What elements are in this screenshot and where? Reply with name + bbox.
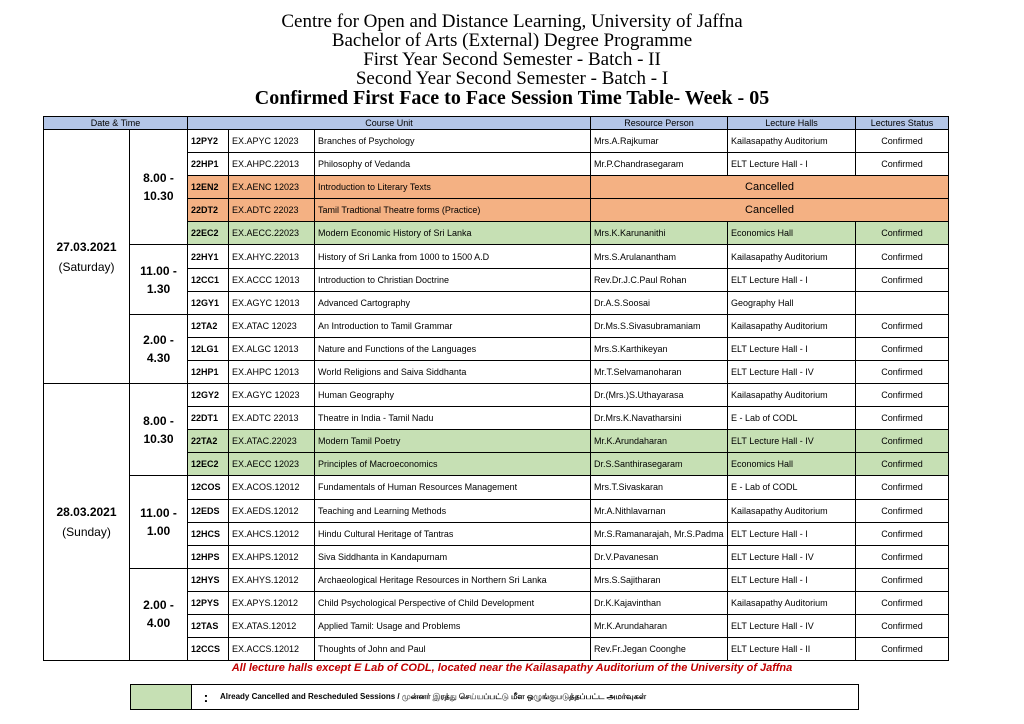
course-code: EX.ADTC 22013 <box>229 407 315 430</box>
batch-line-2: Second Year Second Semester - Batch - I <box>355 68 669 89</box>
lecture-hall: Kailasapathy Auditorium <box>728 245 856 268</box>
course-code: EX.ACCS.12012 <box>229 638 315 661</box>
status-badge: Confirmed <box>856 222 949 245</box>
lecture-hall: ELT Lecture Hall - I <box>728 337 856 360</box>
group-code: 12PY2 <box>188 130 229 153</box>
group-code: 12PYS <box>188 591 229 614</box>
course-unit: Theatre in India - Tamil Nadu <box>315 407 591 430</box>
course-code: EX.AHPC 12013 <box>229 360 315 383</box>
table-row <box>44 314 949 337</box>
group-code: 12HP1 <box>188 360 229 383</box>
resource-person: Dr.V.Pavanesan <box>591 545 728 568</box>
course-code: EX.AEDS.12012 <box>229 499 315 522</box>
col-date-time: Date & Time <box>44 117 188 130</box>
header-row <box>44 117 949 130</box>
course-code: EX.ACOS.12012 <box>229 476 315 499</box>
status-badge: Confirmed <box>856 245 949 268</box>
group-code: 12TA2 <box>188 314 229 337</box>
course-code: EX.AENC 12023 <box>229 176 315 199</box>
course-code: EX.ADTC 22023 <box>229 199 315 222</box>
group-code: 12HYS <box>188 568 229 591</box>
group-code: 22HY1 <box>188 245 229 268</box>
lecture-hall: ELT Lecture Hall - I <box>728 522 856 545</box>
lecture-hall: ELT Lecture Hall - IV <box>728 360 856 383</box>
batch-line-1: First Year Second Semester - Batch - II <box>363 49 661 70</box>
resource-person: Dr.Mrs.K.Navatharsini <box>591 407 728 430</box>
group-code: 12EC2 <box>188 453 229 476</box>
resource-person: Mr.P.Chandrasegaram <box>591 153 728 176</box>
resource-person: Mr.K.Arundaharan <box>591 430 728 453</box>
resource-person: Mrs.S.Sajitharan <box>591 568 728 591</box>
table-row <box>44 476 949 499</box>
status-badge: Confirmed <box>856 314 949 337</box>
date-cell <box>44 130 130 384</box>
lecture-hall: ELT Lecture Hall - I <box>728 268 856 291</box>
document-header <box>0 12 1024 109</box>
group-code: 22DT1 <box>188 407 229 430</box>
programme-title: Bachelor of Arts (External) Degree Programme <box>331 30 693 51</box>
lecture-hall: Economics Hall <box>728 453 856 476</box>
status-badge: Confirmed <box>856 130 949 153</box>
lecture-hall: Kailasapathy Auditorium <box>728 499 856 522</box>
status-badge: Confirmed <box>856 268 949 291</box>
timetable-title: Confirmed First Face to Face Session Time Table- Week - 05 <box>254 87 770 109</box>
resource-person: Mrs.K.Karunanithi <box>591 222 728 245</box>
course-code: EX.AHPS.12012 <box>229 545 315 568</box>
course-code: EX.AHPC.22013 <box>229 153 315 176</box>
course-unit: Advanced Cartography <box>315 291 591 314</box>
course-unit: Branches of Psychology <box>315 130 591 153</box>
course-unit: Principles of Macroeconomics <box>315 453 591 476</box>
course-unit: Philosophy of Vedanda <box>315 153 591 176</box>
status-badge: Confirmed <box>856 360 949 383</box>
course-unit: World Religions and Saiva Siddhanta <box>315 360 591 383</box>
resource-person: Rev.Fr.Jegan Coonghe <box>591 638 728 661</box>
time-slot: 2.00 - 4.00 <box>130 568 188 660</box>
lecture-hall: ELT Lecture Hall - IV <box>728 614 856 637</box>
session-date: 28.03.2021 <box>56 505 117 520</box>
time-slot: 8.00 - 10.30 <box>130 384 188 476</box>
session-date: 27.03.2021 <box>56 239 117 254</box>
lecture-hall: ELT Lecture Hall - I <box>728 153 856 176</box>
group-code: 12CCS <box>188 638 229 661</box>
institution-title: Centre for Open and Distance Learning, University of Jaffna <box>281 11 743 32</box>
course-unit: Archaeological Heritage Resources in Northern Sri Lanka <box>315 568 591 591</box>
course-code: EX.AHYC.22013 <box>229 245 315 268</box>
course-code: EX.AGYC 12013 <box>229 291 315 314</box>
resource-person: Mrs.T.Sivaskaran <box>591 476 728 499</box>
resource-person: Dr.Ms.S.Sivasubramaniam <box>591 314 728 337</box>
resource-person: Mr.T.Selvamanoharan <box>591 360 728 383</box>
course-unit: Modern Economic History of Sri Lanka <box>315 222 591 245</box>
table-row <box>44 130 949 153</box>
group-code: 12CC1 <box>188 268 229 291</box>
course-code: EX.AHYS.12012 <box>229 568 315 591</box>
col-course-unit: Course Unit <box>188 117 591 130</box>
course-unit: Tamil Tradtional Theatre forms (Practice) <box>315 199 591 222</box>
lecture-hall: Kailasapathy Auditorium <box>728 130 856 153</box>
lecture-hall: E - Lab of CODL <box>728 476 856 499</box>
status-badge: Confirmed <box>856 638 949 661</box>
col-lecture-halls: Lecture Halls <box>728 117 856 130</box>
legend-swatch <box>131 685 192 709</box>
time-slot: 11.00 - 1.00 <box>130 476 188 568</box>
course-code: EX.AECC 12023 <box>229 453 315 476</box>
course-unit: An Introduction to Tamil Grammar <box>315 314 591 337</box>
status-badge: Confirmed <box>856 407 949 430</box>
resource-person: Mrs.A.Rajkumar <box>591 130 728 153</box>
status-badge: Confirmed <box>856 430 949 453</box>
course-unit: Modern Tamil Poetry <box>315 430 591 453</box>
resource-person: Rev.Dr.J.C.Paul Rohan <box>591 268 728 291</box>
legend <box>130 684 859 710</box>
group-code: 12GY2 <box>188 384 229 407</box>
group-code: 22DT2 <box>188 199 229 222</box>
lecture-hall: Kailasapathy Auditorium <box>728 314 856 337</box>
group-code: 22EC2 <box>188 222 229 245</box>
group-code: 12HPS <box>188 545 229 568</box>
resource-person: Mr.K.Arundaharan <box>591 614 728 637</box>
group-code: 12EN2 <box>188 176 229 199</box>
legend-text: Already Cancelled and Rescheduled Sessions / முன்னர் இரத்து செய்யப்பட்டு மீள ஒழுங்குபடுத்தப்பட்ட அமர்வுகள் <box>220 692 647 701</box>
session-day: (Saturday) <box>58 259 115 274</box>
group-code: 12GY1 <box>188 291 229 314</box>
col-resource-person: Resource Person <box>591 117 728 130</box>
course-code: EX.AGYC 12023 <box>229 384 315 407</box>
group-code: 12TAS <box>188 614 229 637</box>
group-code: 22TA2 <box>188 430 229 453</box>
legend-colon: : <box>203 689 209 705</box>
course-unit: Fundamentals of Human Resources Management <box>315 476 591 499</box>
timetable <box>43 116 949 661</box>
resource-person: Dr.K.Kajavinthan <box>591 591 728 614</box>
course-unit: Teaching and Learning Methods <box>315 499 591 522</box>
course-unit: Child Psychological Perspective of Child Development <box>315 591 591 614</box>
status-badge <box>856 291 949 314</box>
lecture-hall: Geography Hall <box>728 291 856 314</box>
course-unit: Siva Siddhanta in Kandapurnam <box>315 545 591 568</box>
cancelled-label: Cancelled <box>591 199 949 222</box>
course-unit: Human Geography <box>315 384 591 407</box>
status-badge: Confirmed <box>856 453 949 476</box>
session-day: (Sunday) <box>62 525 111 540</box>
course-code: EX.ACCC 12013 <box>229 268 315 291</box>
status-badge: Confirmed <box>856 499 949 522</box>
lecture-hall: ELT Lecture Hall - IV <box>728 430 856 453</box>
table-row <box>44 384 949 407</box>
group-code: 12EDS <box>188 499 229 522</box>
course-unit: Introduction to Christian Doctrine <box>315 268 591 291</box>
group-code: 12COS <box>188 476 229 499</box>
status-badge: Confirmed <box>856 522 949 545</box>
course-code: EX.AECC.22023 <box>229 222 315 245</box>
status-badge: Confirmed <box>856 384 949 407</box>
col-status: Lectures Status <box>856 117 949 130</box>
status-badge: Confirmed <box>856 568 949 591</box>
course-code: EX.ATAC 12023 <box>229 314 315 337</box>
lecture-hall: Kailasapathy Auditorium <box>728 591 856 614</box>
course-unit: Thoughts of John and Paul <box>315 638 591 661</box>
resource-person: Mrs.S.Karthikeyan <box>591 337 728 360</box>
status-badge: Confirmed <box>856 476 949 499</box>
course-code: EX.ALGC 12013 <box>229 337 315 360</box>
course-unit: Introduction to Literary Texts <box>315 176 591 199</box>
lecture-hall: E - Lab of CODL <box>728 407 856 430</box>
time-slot: 11.00 - 1.30 <box>130 245 188 314</box>
course-unit: Applied Tamil: Usage and Problems <box>315 614 591 637</box>
lecture-hall: Economics Hall <box>728 222 856 245</box>
course-code: EX.APYC 12023 <box>229 130 315 153</box>
table-row <box>44 568 949 591</box>
resource-person: Dr.(Mrs.)S.Uthayarasa <box>591 384 728 407</box>
resource-person: Dr.S.Santhirasegaram <box>591 453 728 476</box>
resource-person: Dr.A.S.Soosai <box>591 291 728 314</box>
table-row <box>44 245 949 268</box>
status-badge: Confirmed <box>856 545 949 568</box>
status-badge: Confirmed <box>856 591 949 614</box>
status-badge: Confirmed <box>856 153 949 176</box>
time-slot: 2.00 - 4.30 <box>130 314 188 383</box>
course-code: EX.APYS.12012 <box>229 591 315 614</box>
lecture-hall: ELT Lecture Hall - I <box>728 568 856 591</box>
course-unit: Nature and Functions of the Languages <box>315 337 591 360</box>
group-code: 12LG1 <box>188 337 229 360</box>
date-cell <box>44 384 130 661</box>
hall-location-note: All lecture halls except E Lab of CODL, located near the Kailasapathy Auditorium of the University of Jaffna <box>231 662 793 674</box>
resource-person: Mrs.S.Arulanantham <box>591 245 728 268</box>
course-code: EX.ATAC.22023 <box>229 430 315 453</box>
course-code: EX.AHCS.12012 <box>229 522 315 545</box>
time-slot: 8.00 - 10.30 <box>130 130 188 245</box>
course-unit: Hindu Cultural Heritage of Tantras <box>315 522 591 545</box>
status-badge: Confirmed <box>856 337 949 360</box>
group-code: 22HP1 <box>188 153 229 176</box>
course-code: EX.ATAS.12012 <box>229 614 315 637</box>
lecture-hall: ELT Lecture Hall - IV <box>728 545 856 568</box>
course-unit: History of Sri Lanka from 1000 to 1500 A.D <box>315 245 591 268</box>
status-badge: Confirmed <box>856 614 949 637</box>
resource-person: Mr.S.Ramanarajah, Mr.S.Padma <box>591 522 728 545</box>
cancelled-label: Cancelled <box>591 176 949 199</box>
group-code: 12HCS <box>188 522 229 545</box>
lecture-hall: Kailasapathy Auditorium <box>728 384 856 407</box>
resource-person: Mr.A.Nithlavarnan <box>591 499 728 522</box>
lecture-hall: ELT Lecture Hall - II <box>728 638 856 661</box>
